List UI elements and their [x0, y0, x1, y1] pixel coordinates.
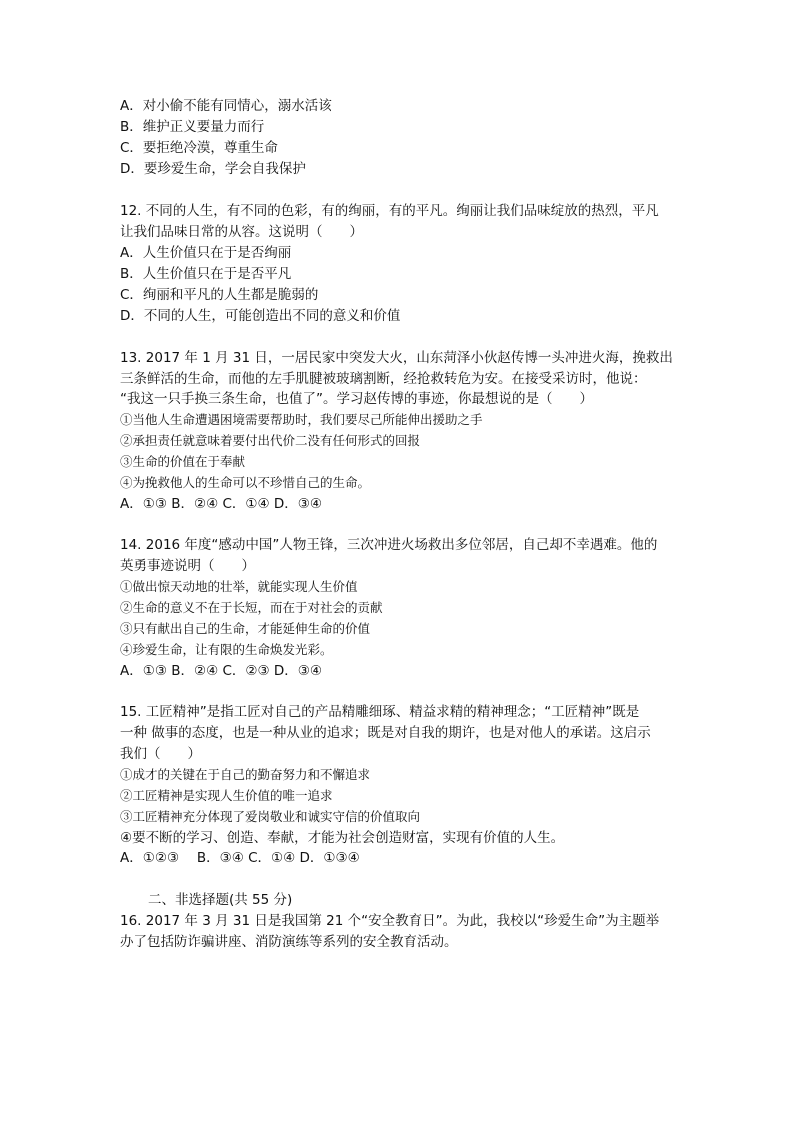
q14-stem-line2: 英勇事迹说明（ ）: [120, 558, 255, 574]
q11-option-c: C．要拒绝冷漠，尊重生命: [120, 140, 278, 156]
q12-option-d: D．不同的人生，可能创造出不同的意义和价值: [120, 308, 401, 324]
q15-statement-4: ④要不断的学习、创造、奉献，才能为社会创造财富，实现有价值的人生。: [120, 830, 565, 846]
q13-stem-line3: “我这一只手换三条生命，也值了”。学习赵传博的事迹，你最想说的是（ ）: [120, 391, 593, 407]
q13-statement-4: ④为挽救他人的生命可以不珍惜自己的生命。: [120, 475, 371, 490]
q14-stem-line1: 14. 2016 年度“感动中国”人物王锋，三次冲进火场救出多位邻居，自己却不幸遇难。他的: [120, 537, 658, 553]
q15-statement-1: ①成才的关键在于自己的勤奋努力和不懈追求: [120, 767, 371, 782]
q14-statement-4: ④珍爱生命，让有限的生命焕发光彩。: [120, 642, 333, 657]
q16-stem-line1: 16. 2017 年 3 月 31 日是我国第 21 个“安全教育日”。为此，我校以“珍爱生命”为主题举: [120, 913, 660, 929]
q13-statement-1: ①当他人生命遭遇困境需要帮助时，我们要尽己所能伸出援助之手: [120, 412, 483, 427]
q13-statement-3: ③生命的价值在于奉献: [120, 454, 246, 469]
q12-option-a: A．人生价值只在于是否绚丽: [120, 245, 292, 261]
q12-option-b: B．人生价值只在于是否平凡: [120, 266, 292, 282]
q14-options: A．①③ B．②④ C．②③ D．③④: [120, 663, 323, 679]
q15-options: A．①②③ B．③④ C．①④ D．①③④: [120, 850, 360, 866]
section-heading-non-choice: 二、非选择题(共 55 分): [148, 892, 293, 908]
q15-stem-line1: 15. 工匠精神”是指工匠对自己的产品精雕细琢、精益求精的精神理念；“工匠精神”既是: [120, 704, 640, 720]
q14-statement-2: ②生命的意义不在于长短，而在于对社会的贡献: [120, 600, 383, 615]
q13-options: A．①③ B．②④ C．①④ D．③④: [120, 496, 323, 512]
q15-statement-3: ③工匠精神充分体现了爱岗敬业和诚实守信的价值取向: [120, 809, 421, 824]
q12-stem-line1: 12. 不同的人生，有不同的色彩，有的绚丽，有的平凡。绚丽让我们品味绽放的热烈，平凡: [120, 203, 659, 219]
q11-option-b: B．维护正义要量力而行: [120, 119, 265, 135]
q11-option-a: A．对小偷不能有同情心，溺水活该: [120, 98, 332, 114]
q16-stem-line2: 办了包括防诈骗讲座、消防演练等系列的安全教育活动。: [120, 934, 458, 950]
q14-statement-3: ③只有献出自己的生命，才能延伸生命的价值: [120, 621, 371, 636]
q11-option-d: D．要珍爱生命，学会自我保护: [120, 161, 306, 177]
q13-stem-line1: 13. 2017 年 1 月 31 日，一居民家中突发大火，山东菏泽小伙赵传博一头冲进火海，挽救出: [120, 350, 673, 366]
q12-stem-line2: 让我们品味日常的从容。这说明（ ）: [120, 224, 363, 240]
q15-stem-line2: 一种 做事的态度，也是一种从业的追求；既是对自我的期许，也是对他人的承诺。这启示: [120, 725, 651, 741]
q13-statement-2: ②承担责任就意味着要付出代价二没有任何形式的回报: [120, 433, 421, 448]
q15-statement-2: ②工匠精神是实现人生价值的唯一追求: [120, 788, 333, 803]
q13-stem-line2: 三条鲜活的生命，而他的左手肌腱被玻璃割断，经抢救转危为安。在接受采访时，他说：: [120, 371, 647, 387]
q14-statement-1: ①做出惊天动地的壮举，就能实现人生价值: [120, 579, 358, 594]
q15-stem-line3: 我们（ ）: [120, 746, 201, 762]
q12-option-c: C．绚丽和平凡的人生都是脆弱的: [120, 287, 319, 303]
